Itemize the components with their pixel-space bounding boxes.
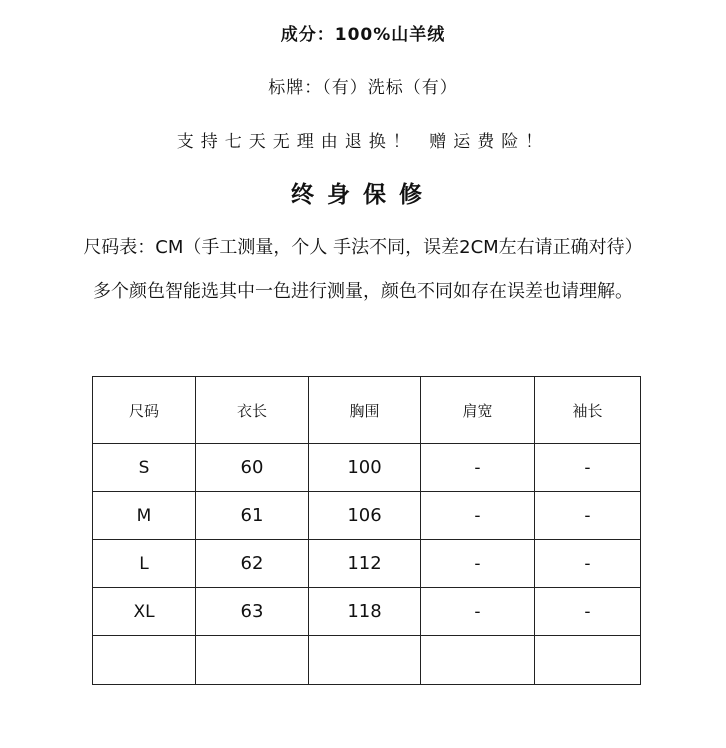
cell-sleeve: - [535,588,641,636]
header-length: 衣长 [196,377,309,444]
header-chest: 胸围 [309,377,421,444]
cell-shoulder: - [421,588,535,636]
composition-text: 成分：100%山羊绒 [280,25,446,45]
warranty-heading: 终身保修 [291,182,435,208]
table-row [93,444,641,492]
tag-info-text: 标牌：（有）洗标（有） [268,78,458,98]
cell-sleeve: - [535,444,641,492]
cell-size: XL [93,588,196,636]
cell-length: 63 [196,588,309,636]
empty-cell [309,636,421,685]
cell-size: L [93,540,196,588]
table-row [93,492,641,540]
cell-sleeve: - [535,540,641,588]
header-sleeve: 袖长 [535,377,641,444]
cell-size: M [93,492,196,540]
empty-cell [196,636,309,685]
empty-cell [535,636,641,685]
cell-length: 61 [196,492,309,540]
empty-cell [93,636,196,685]
cell-sleeve: - [535,492,641,540]
return-policy-text: 支持七天无理由退换！ 赠运费险！ [176,132,550,152]
cell-size: S [93,444,196,492]
cell-chest: 112 [309,540,421,588]
header-shoulder: 肩宽 [421,377,535,444]
cell-chest: 100 [309,444,421,492]
table-row [93,588,641,636]
cell-shoulder: - [421,444,535,492]
cell-chest: 106 [309,492,421,540]
cell-chest: 118 [309,588,421,636]
cell-length: 60 [196,444,309,492]
cell-length: 62 [196,540,309,588]
cell-shoulder: - [421,492,535,540]
size-table [92,376,641,685]
table-row [93,540,641,588]
table-header-row [93,377,641,444]
header-size: 尺码 [93,377,196,444]
cell-shoulder: - [421,540,535,588]
empty-table-row [93,636,641,685]
empty-cell [421,636,535,685]
color-measurement-note: 多个颜色智能选其中一色进行测量，颜色不同如存在误差也请理解。 [93,281,633,302]
size-chart-note: 尺码表：CM（手工测量，个人 手法不同，误差2CM左右请正确对待） [83,237,643,258]
